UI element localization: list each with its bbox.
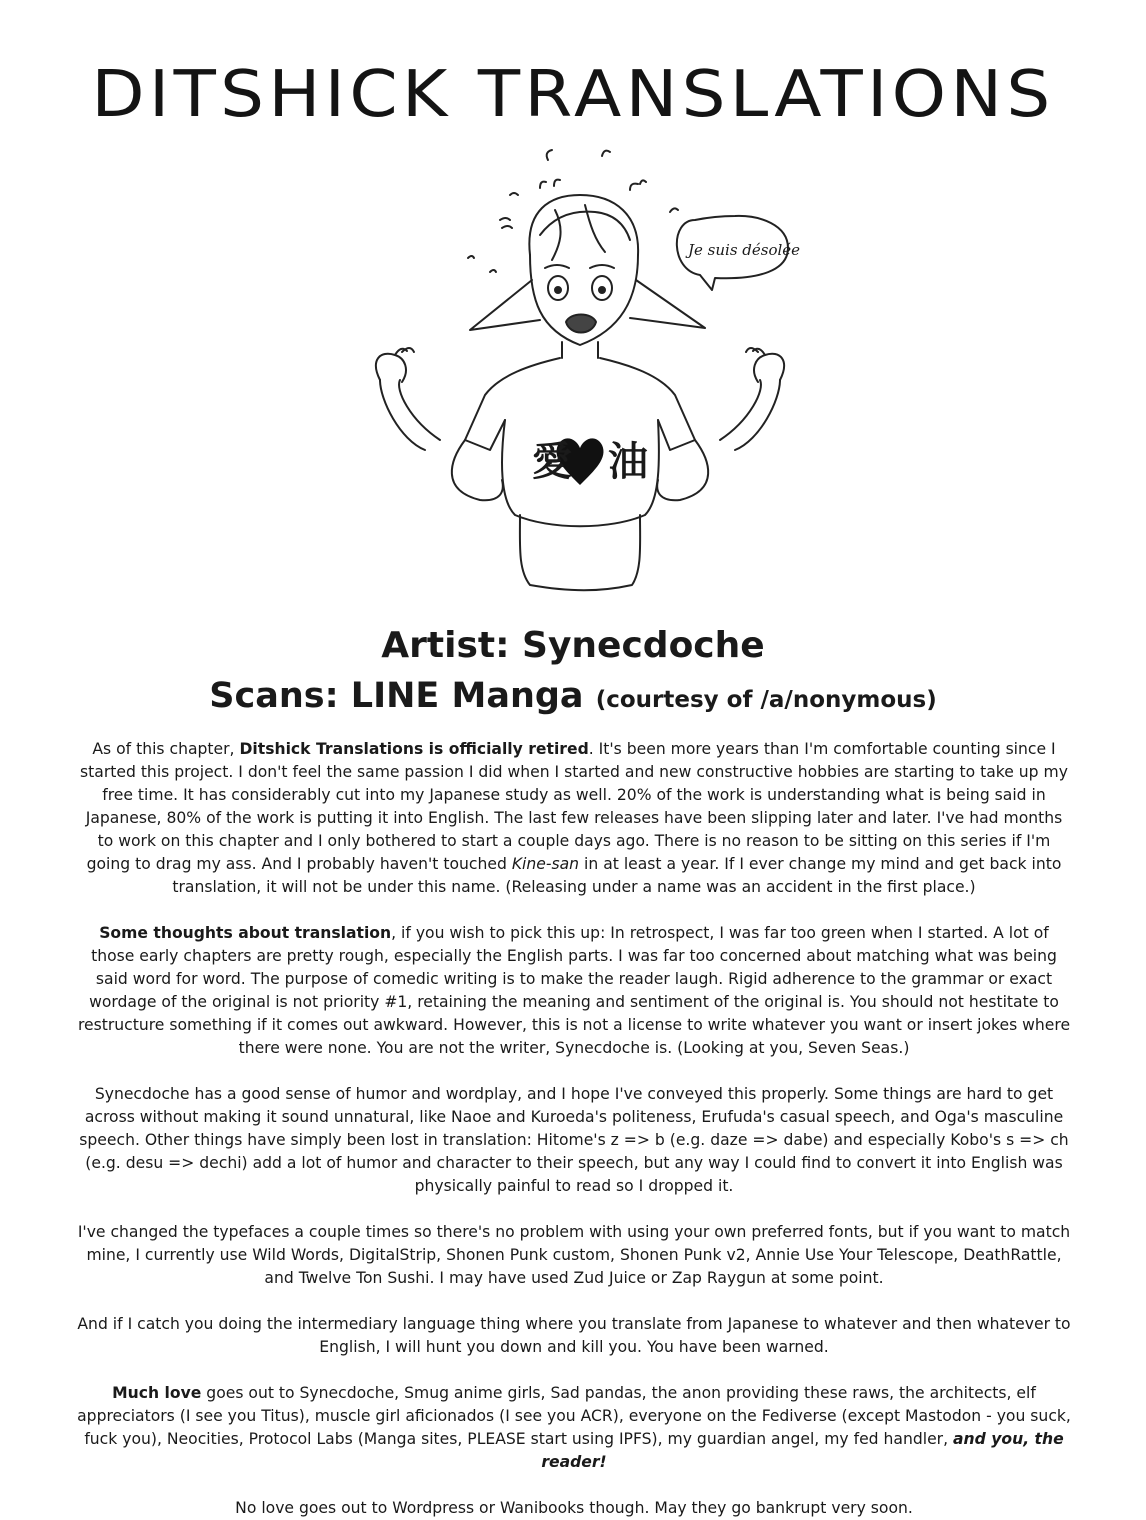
artist-credit: Artist: Synecdoche bbox=[381, 625, 765, 666]
paragraph-no-love: No love goes out to Wordpress or Wanibooks though. May they go bankrupt very soon. bbox=[235, 1499, 913, 1517]
bold-text: Some thoughts about translation bbox=[99, 924, 392, 942]
bold-italic-text: and you, the reader! bbox=[541, 1430, 1064, 1471]
bold-text: Ditshick Translations is officially retired bbox=[239, 740, 589, 758]
italic-title: Kine-san bbox=[511, 855, 580, 873]
shirt-kanji-left: 愛 bbox=[532, 439, 572, 485]
credits bbox=[0, 622, 1146, 726]
paragraph-translation-thoughts bbox=[76, 922, 1072, 1060]
text-span: . It's been more years than I'm comfortable counting since I started this project. I don't feel the same passion I did when I started and new constructive hobbies are starting to take up my free time. It has considerably cut into my Japanese study as well. 20% of the work is understanding what is being said in Japanese, 80% of the work is putting it into English. The last few releases have been slipping later and later. I've had months to work on this chapter and I only bothered to start a couple days ago. There is no reason to be sitting on this series if I'm going to drag my ass. And I probably haven't touched bbox=[80, 740, 1068, 873]
speech-bubble-text: Je suis désolée bbox=[688, 241, 801, 259]
paragraph-typefaces: I've changed the typefaces a couple times so there's no problem with using your own preferred fonts, but if you want to match mine, I currently use Wild Words, DigitalStrip, Shonen Punk custom, Shonen Punk v2, Annie Use Your Telescope, DeathRattle, and Twelve Ton Sushi. I may have used Zud Juice or Zap Raygun at some point. bbox=[77, 1223, 1071, 1287]
shirt-kanji-right: 油 bbox=[608, 439, 648, 485]
paragraph-retirement bbox=[76, 738, 1072, 899]
retirement-notes bbox=[76, 738, 1072, 1520]
scans-courtesy: (courtesy of /a/nonymous) bbox=[595, 687, 937, 713]
paragraph-thanks bbox=[76, 1382, 1072, 1474]
text-span: As of this chapter, bbox=[92, 740, 240, 758]
page-title: DITSHICK TRANSLATIONS bbox=[91, 58, 1055, 132]
text-span: goes out to Synecdoche, Smug anime girls, Sad pandas, the anon providing these raws, the architects, elf appreciators (I see you Titus), muscle girl aficionados (I see you ACR), everyone on the Fediverse (except Mastodon - you suck, fuck you), Neocities, Protocol Labs (Manga sites, PLEASE start using IPFS), my guardian angel, my fed handler, bbox=[77, 1384, 1071, 1448]
paragraph-wordplay: Synecdoche has a good sense of humor and wordplay, and I hope I've conveyed this properly. Some things are hard to get across without making it sound unnatural, like Naoe and Kuroeda's politeness, Erufuda's casual speech, and Oga's masculine speech. Other things have simply been lost in translation: Hitome's z => b (e.g. daze => dabe) and especially Kobo's s => ch (e.g. desu => dechi) add a lot of humor and character to their speech, but any way I could find to convert it into English was physically painful to read so I dropped it. bbox=[79, 1085, 1069, 1195]
bold-text: Much love bbox=[112, 1384, 202, 1402]
paragraph-warning: And if I catch you doing the intermediary language thing where you translate from Japanese to whatever and then whatever to English, I will hunt you down and kill you. You have been warned. bbox=[77, 1315, 1071, 1356]
text-span: in at least a year. If I ever change my mind and get back into translation, it will not be under this name. (Releasing under a name was an accident in the first place.) bbox=[172, 855, 1062, 896]
scans-label: Scans: LINE Manga bbox=[209, 676, 584, 716]
elf-girl-illustration bbox=[340, 140, 810, 600]
scans-credit bbox=[0, 670, 1146, 726]
text-span: , if you wish to pick this up: In retrospect, I was far too green when I started. A lot of those early chapters are pretty rough, especially the English parts. I was far too concerned about matching what was being said word for word. The purpose of comedic writing is to make the reader laugh. Rigid adherence to the grammar or exact wordage of the original is not priority #1, retaining the meaning and sentiment of the original is. You should not hestitate to restructure something if it comes out awkward. However, this is not a license to write whatever you want or insert jokes where there were none. You are not the writer, Synecdoche is. (Looking at you, Seven Seas.) bbox=[77, 924, 1071, 1057]
